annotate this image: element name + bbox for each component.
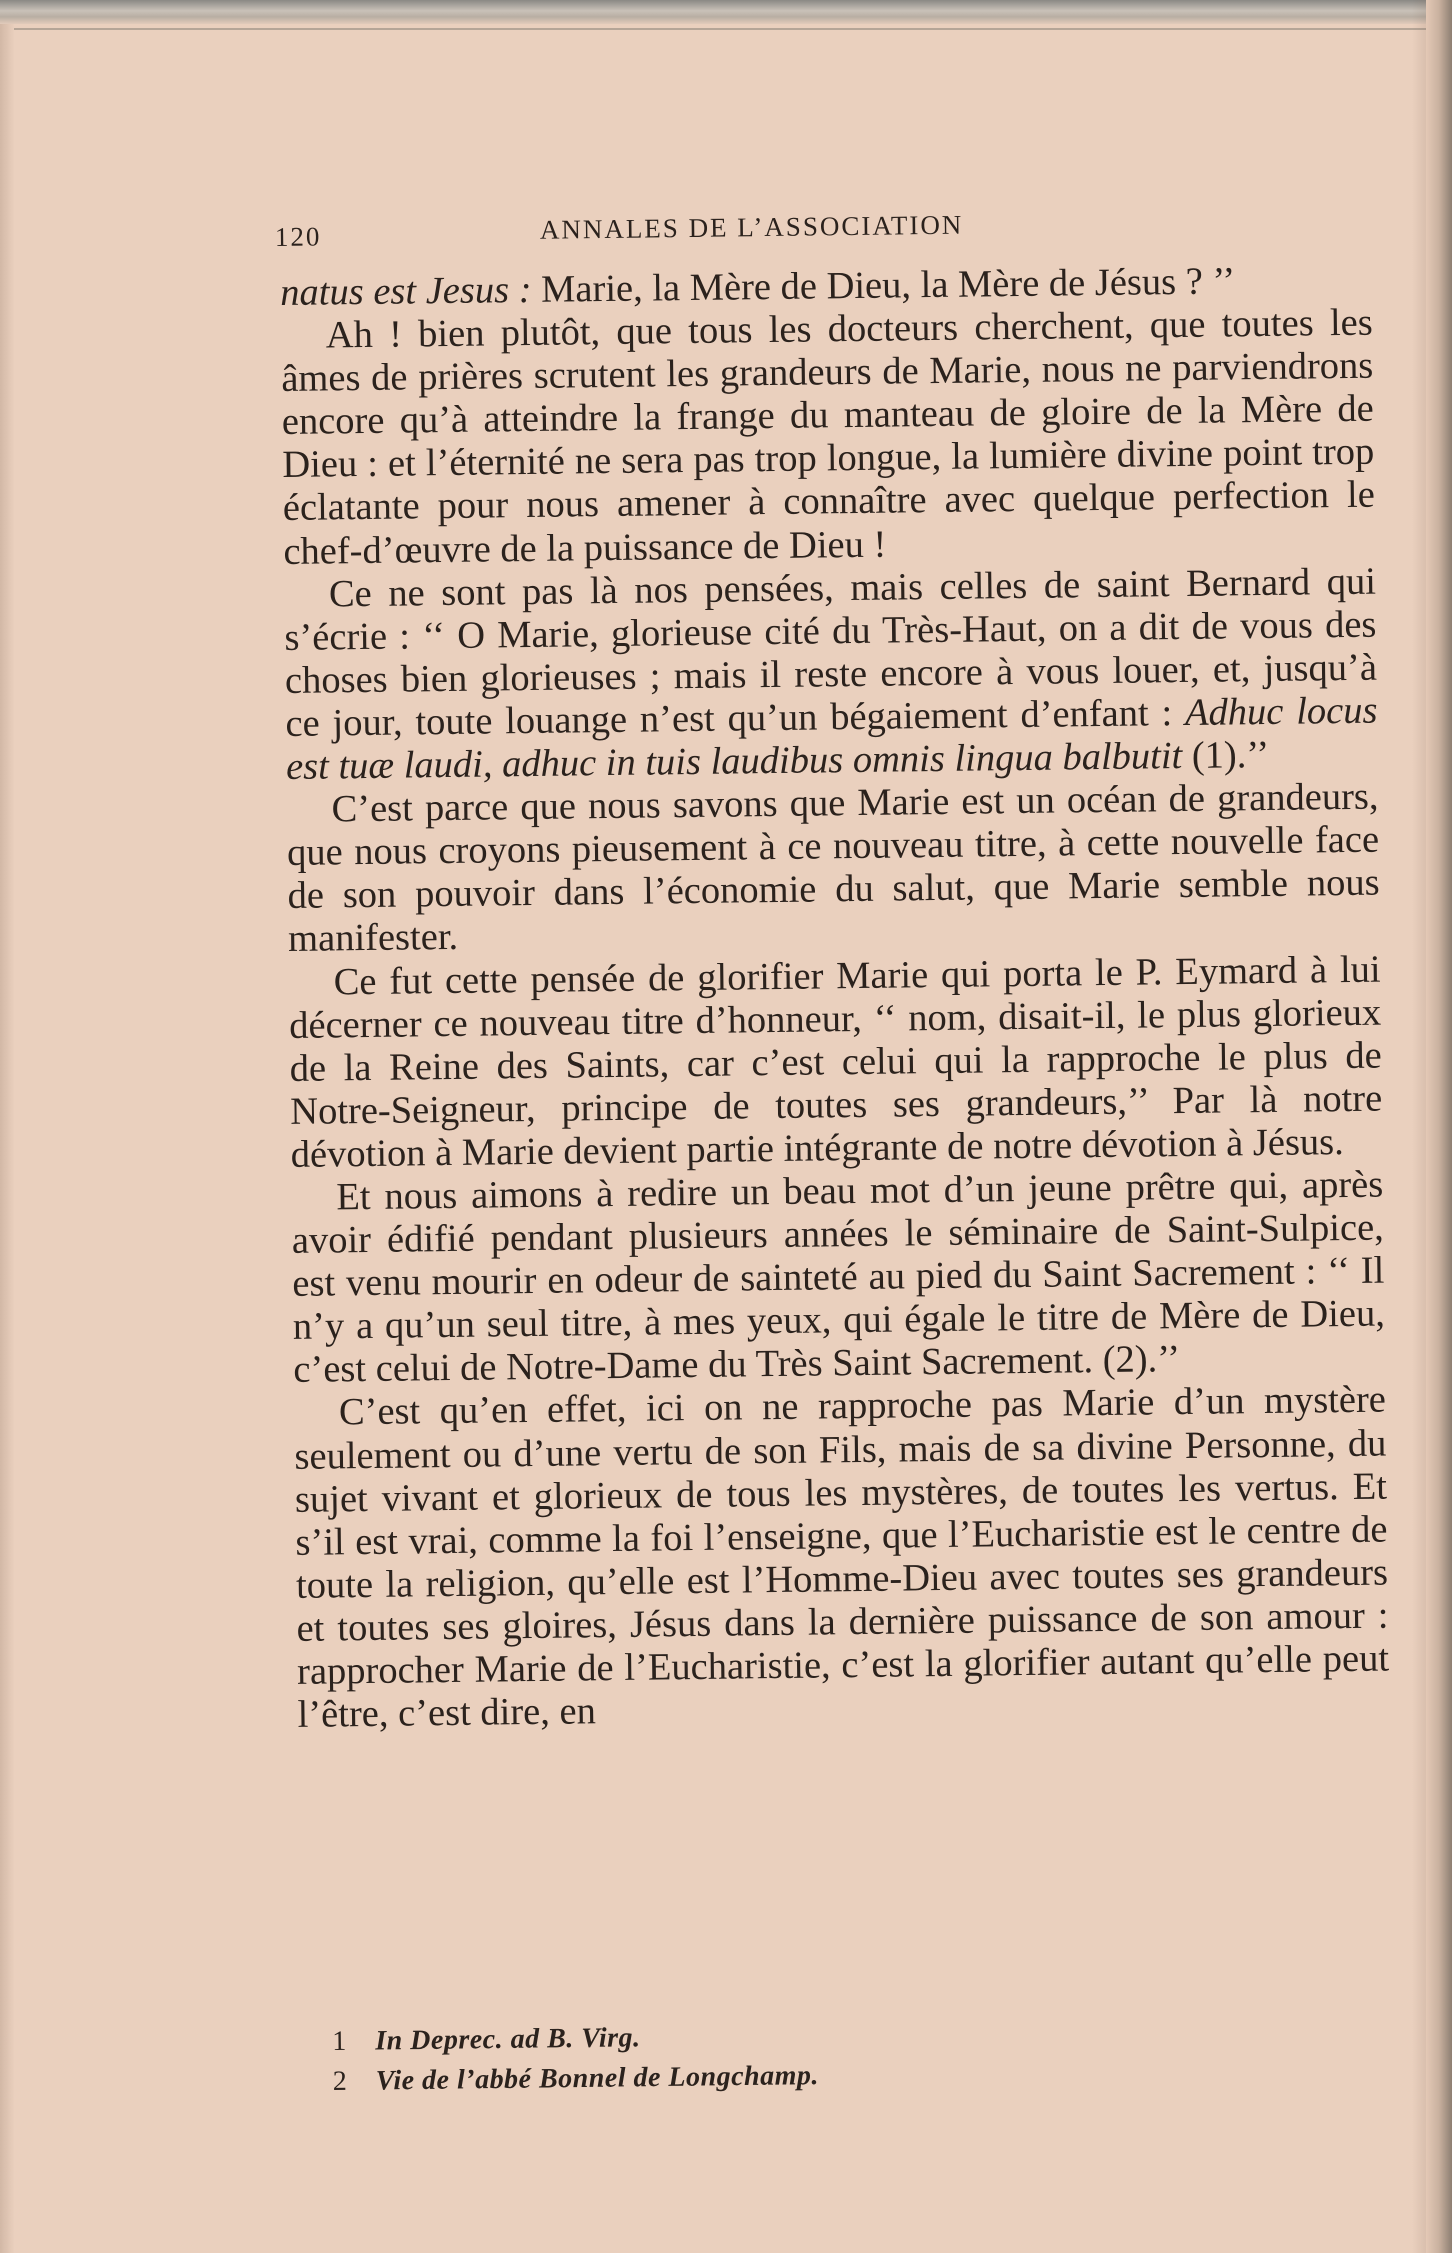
latin-quote-bernard: Adhuc locus est tuæ laudi, adhuc in tuis laudibus omnis lingua balbutit [285,689,1378,788]
latin-quote: natus est Jesus : [280,268,532,314]
paragraph-2: Ah ! bien plutôt, que tous les docteurs cherchent, que toutes les âmes de prières scrutent les grandeurs de Marie, nous ne parviendrons encore qu’à atteindre la frange du manteau de gloire de la Mère de Dieu : et l’éternité ne sera pas trop longue, la lumière divine point trop éclatante pour nous amener à connaître avec quelque perfection le chef-d’œuvre de la puissance de Dieu ! [281,301,1376,573]
footnote-number: 1 [332,2025,347,2058]
footnote-number: 2 [332,2065,347,2098]
running-title: ANNALES DE L’ASSOCIATION [539,209,964,245]
paragraph-5: Ce fut cette pensée de glorifier Marie qui porta le P. Eymard à lui décerner ce nouveau titre d’honneur, ‘‘ nom, disait-il, le plus glorieux de la Reine des Saints, car c’est celui qui la rapproche le plus de Notre-Seigneur, principe de toutes ses grandeurs,’’ Par là notre dévotion à Marie devient partie intégrante de notre dévotion à Jésus. [288,948,1383,1176]
page-number: 120 [274,221,322,252]
paragraph-4: C’est parce que nous savons que Marie est un océan de grandeurs, que nous croyons pieusement à ce nouveau titre, à cette nouvelle face de son pouvoir dans l’économie du salut, que Marie semble nous manifester. [286,775,1380,961]
running-header [275,209,1360,266]
body-text [280,259,1390,1737]
footnote-ref-1: (1).’’ [1181,733,1270,778]
footnote-text: Vie de l’abbé Bonnel de Longchamp. [375,2060,820,2097]
paragraph-1-text: Marie, la Mère de Dieu, la Mère de Jésus ? ’’ [531,260,1236,311]
footnotes [332,2011,1236,2102]
paragraph-7: C’est qu’en effet, ici on ne rapproche pas Marie d’un mystère seulement ou d’une vertu de son Fils, mais de sa divine Personne, du sujet vivant et glorieux de tous les mystères, de toutes les vertus. Et s’il est vrai, comme la foi l’enseigne, que l’Eucharistie est le centre de toute la religion, qu’elle est l’Homme-Dieu avec toutes ses grandeurs et toutes ses gloires, Jésus dans la dernière puissance de son amour : rapprocher Marie de l’Eucharistie, c’est la glorifier autant qu’elle peut l’être, c’est dire, en [294,1379,1390,1736]
paragraph-6: Et nous aimons à redire un beau mot d’un jeune prêtre qui, après avoir édifié pendant plusieurs années le séminaire de Saint-Sulpice, est venu mourir en odeur de sainteté au pied du Saint Sacrement : ‘‘ Il n’y a qu’un seul titre, à mes yeux, qui égale le titre de Mère de Dieu, c’est celui de Notre-Dame du Très Saint Sacrement. (2).’’ [291,1163,1386,1392]
paragraph-3-text: Ce ne sont pas là nos pensées, mais celles de saint Bernard qui s’écrie : ‘‘ O Marie, glorieuse cité du Très-Haut, on a dit de vous des choses bien glorieuses ; mais il reste encore à vous louer, et, jusqu’à ce jour, toute louange n’est qu’un bégaiement d’enfant : [284,560,1378,745]
paragraph-3 [284,560,1379,789]
footnote-text: In Deprec. ad B. Virg. [375,2022,641,2057]
